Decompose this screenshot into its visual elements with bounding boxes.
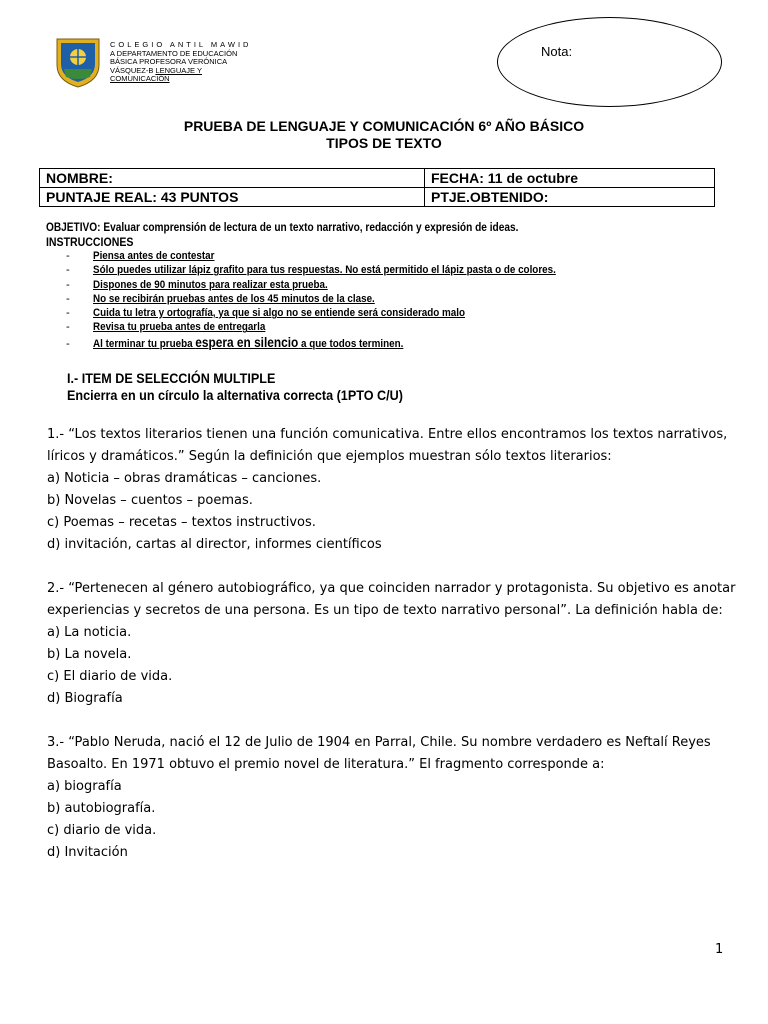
nombre-cell[interactable]: NOMBRE: — [40, 169, 425, 188]
section-title: I.- ITEM DE SELECCIÓN MULTIPLE — [67, 370, 276, 386]
instruction-item-last: - Al terminar tu prueba espera en silencio a que todos terminen. — [66, 335, 404, 351]
page-number: 1 — [715, 942, 724, 957]
answer-option[interactable]: b) La novela. — [47, 647, 132, 662]
question-text: líricos y dramáticos.” Según la definición que ejemplos muestran sólo textos literarios: — [47, 449, 612, 464]
school-name: COLEGIO ANTIL MAWID — [110, 40, 252, 49]
question-text: Basoalto. En 1971 obtuvo el premio novel de literatura.” El fragmento corresponde a: — [47, 757, 605, 772]
answer-option[interactable]: a) La noticia. — [47, 625, 132, 640]
question-2 — [47, 578, 736, 710]
answer-option[interactable]: d) Biografía — [47, 691, 123, 706]
answer-option[interactable]: a) biografía — [47, 779, 122, 794]
puntaje-real-cell: PUNTAJE REAL: 43 PUNTOS — [40, 188, 425, 207]
answer-option[interactable]: b) Novelas – cuentos – poemas. — [47, 493, 253, 508]
instruction-item: - Revisa tu prueba antes de entregarla — [66, 321, 266, 334]
answer-option[interactable]: c) Poemas – recetas – textos instructivos. — [47, 515, 316, 530]
subject-label: LENGUAJE Y — [155, 65, 202, 75]
question-3 — [47, 732, 712, 864]
instruction-item: - Cuida tu letra y ortografía, ya que si algo no se entiende será considerado malo — [66, 307, 466, 320]
question-text: experiencias y secretos de una persona. Es un tipo de texto narrativo personal”. La definición habla de: — [47, 603, 723, 618]
instruction-item: - Dispones de 90 minutos para realizar esta prueba. — [66, 278, 328, 291]
school-teacher-surname: VÁSQUEZ-B LENGUAJE Y — [110, 65, 202, 75]
answer-option[interactable]: c) diario de vida. — [47, 823, 157, 838]
grade-oval — [497, 17, 722, 107]
instructions-list — [66, 249, 619, 352]
section-instruction: Encierra en un círculo la alternativa correcta (1PTO C/U) — [67, 387, 403, 403]
fecha-cell: FECHA: 11 de octubre — [425, 169, 715, 188]
question-text: 3.- “Pablo Neruda, nació el 12 de Julio de 1904 en Parral, Chile. Su nombre verdadero es Neftalí Reyes — [47, 735, 711, 750]
instructions-heading: INSTRUCCIONES — [46, 235, 134, 249]
nota-label: Nota: — [541, 44, 573, 59]
question-text: 2.- “Pertenecen al género autobiográfico, ya que coinciden narrador y protagonista. Su objetivo es anotar — [47, 581, 736, 596]
subject-label-cont: COMUNICACIÓN — [110, 74, 170, 83]
question-1 — [47, 424, 728, 556]
school-crest-logo — [54, 35, 102, 89]
student-info-table — [39, 168, 715, 207]
test-title: PRUEBA DE LENGUAJE Y COMUNICACIÓN 6º AÑO BÁSICO — [183, 118, 585, 134]
instruction-item: - Sólo puedes utilizar lápiz grafito para tus respuestas. No está permitido el lápiz pasta o de colores. — [66, 264, 556, 277]
answer-option[interactable]: d) Invitación — [47, 845, 128, 860]
instruction-item: - Piensa antes de contestar — [66, 250, 215, 262]
puntaje-obtenido-cell[interactable]: PTJE.OBTENIDO: — [425, 188, 715, 207]
answer-option[interactable]: c) El diario de vida. — [47, 669, 173, 684]
answer-option[interactable]: a) Noticia – obras dramáticas – canciones. — [47, 471, 322, 486]
instruction-item: - No se recibirán pruebas antes de los 45 minutos de la clase. — [66, 292, 375, 305]
emphasis-text: espera en silencio — [195, 335, 299, 351]
answer-option[interactable]: b) autobiografía. — [47, 801, 156, 816]
school-teacher: BÁSICA PROFESORA VERÓNICA — [110, 57, 228, 66]
question-text: 1.- “Los textos literarios tienen una función comunicativa. Entre ellos encontramos los textos narrativos, — [47, 427, 728, 442]
school-header — [110, 41, 251, 84]
objective-text: OBJETIVO: Evaluar comprensión de lectura de un texto narrativo, redacción y expresión de ideas. — [46, 222, 519, 234]
answer-option[interactable]: d) invitación, cartas al director, informes científicos — [47, 537, 382, 552]
test-subtitle: TIPOS DE TEXTO — [326, 135, 442, 151]
school-department: A DEPARTAMENTO DE EDUCACIÓN — [110, 48, 238, 58]
